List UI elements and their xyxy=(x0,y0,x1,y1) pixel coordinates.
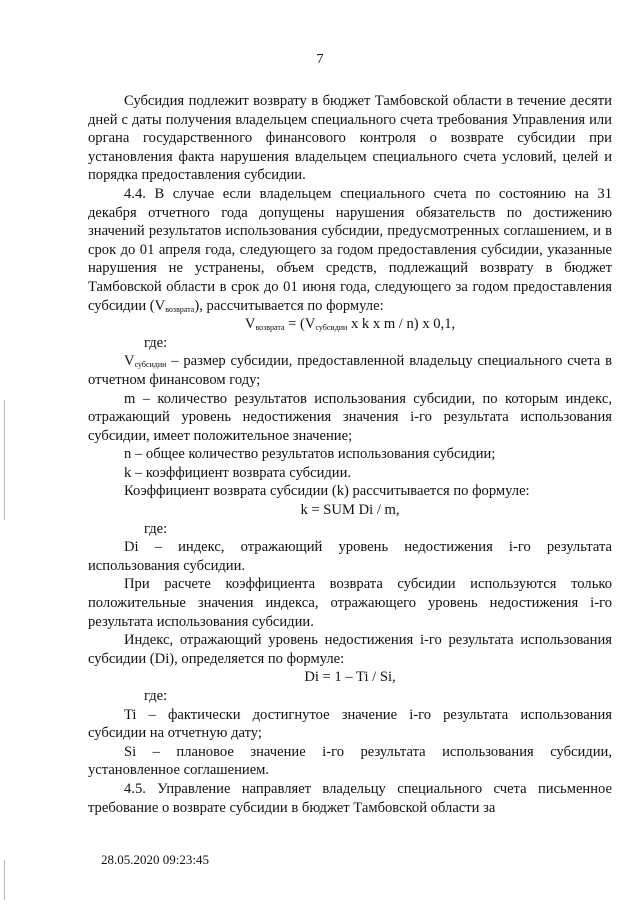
definition-symbol: V xyxy=(124,353,135,370)
page-number: 7 xyxy=(316,52,324,67)
k-intro: Коэффициент возврата субсидии (k) рассчитывается по формуле: xyxy=(124,483,530,500)
formula-refund-volume xyxy=(88,315,612,334)
subscript: возврата xyxy=(255,323,285,333)
paragraph-4-4-end: ), рассчитывается по формуле: xyxy=(194,297,384,314)
where-label: где: xyxy=(144,334,168,351)
definition-k: k – коэффициент возврата субсидии. xyxy=(124,464,352,481)
footer-timestamp: 28.05.2020 09:23:45 xyxy=(101,852,209,867)
definition-text: – размер субсидии, предоставленной владельцу специального счета в отчетном финансовом году; xyxy=(88,353,612,388)
document-body xyxy=(88,92,612,817)
subscript: субсидии xyxy=(315,323,348,333)
paragraph-refund-term: Субсидия подлежит возврату в бюджет Тамбовской области в течение десяти дней с даты получения владельцем специального счета требования Управления или органа государственного финансового контроля о возврате субсидии при установления факта нарушения владельцем специального счета условий, целей и порядка предоставления субсидии. xyxy=(88,93,612,184)
definition-v-subsidy xyxy=(88,352,612,389)
formula-part: = (V xyxy=(284,316,316,333)
scan-margin-mark xyxy=(4,400,5,520)
where-label: где: xyxy=(144,520,168,537)
paragraph-4-4-text: 4.4. В случае если владельцем специального счета по состоянию на 31 декабря отчетного года допущены нарушения обязательств по достижению значений результатов использования субсидии, предусмотренных соглашением, и в срок до 01 апреля года, следующего за годом предоставления субсидии, указанные нарушения не устранены, объем средств, подлежащий возврату в бюджет Тамбовской области в срок до 01 июня года, следующего за годом предоставления субсидии (V xyxy=(88,185,612,314)
di-intro: Индекс, отражающий уровень недостижения i-го результата использования субсидии (Di), определяется по формуле: xyxy=(88,632,612,667)
definition-ti: Ti – фактически достигнутое значение i-го результата использования субсидии на отчетную дату; xyxy=(88,706,612,742)
definition-si: Si – плановое значение i-го результата использования субсидии, установленное соглашением. xyxy=(88,743,612,779)
paragraph-4-4 xyxy=(88,185,612,315)
formula-part: x k x m / n) x 0,1, xyxy=(347,316,456,333)
scan-margin-mark xyxy=(4,860,5,900)
paragraph-4-5: 4.5. Управление направляет владельцу специального счета письменное требование о возврате субсидии в бюджет Тамбовской области за xyxy=(88,780,612,816)
definition-n: n – общее количество результатов использования субсидии; xyxy=(124,446,496,463)
formula-k: k = SUM Di / m, xyxy=(300,502,400,519)
definition-m: m – количество результатов использования субсидии, по которым индекс, отражающий уровень недостижения значения i-го результата использования субсидии, имеет положительное значение; xyxy=(88,390,612,444)
subscript: субсидии xyxy=(134,360,167,370)
subscript: возврата xyxy=(165,304,195,314)
formula-di: Di = 1 – Ti / Si, xyxy=(304,669,396,686)
positive-values-note: При расчете коэффициента возврата субсидии используются только положительные значения индекса, отражающего уровень недостижения i-го результата использования субсидии. xyxy=(88,576,612,630)
where-label: где: xyxy=(144,688,168,704)
definition-di: Di – индекс, отражающий уровень недостижения i-го результата использования субсидии. xyxy=(88,539,612,574)
formula-part: V xyxy=(244,316,256,333)
